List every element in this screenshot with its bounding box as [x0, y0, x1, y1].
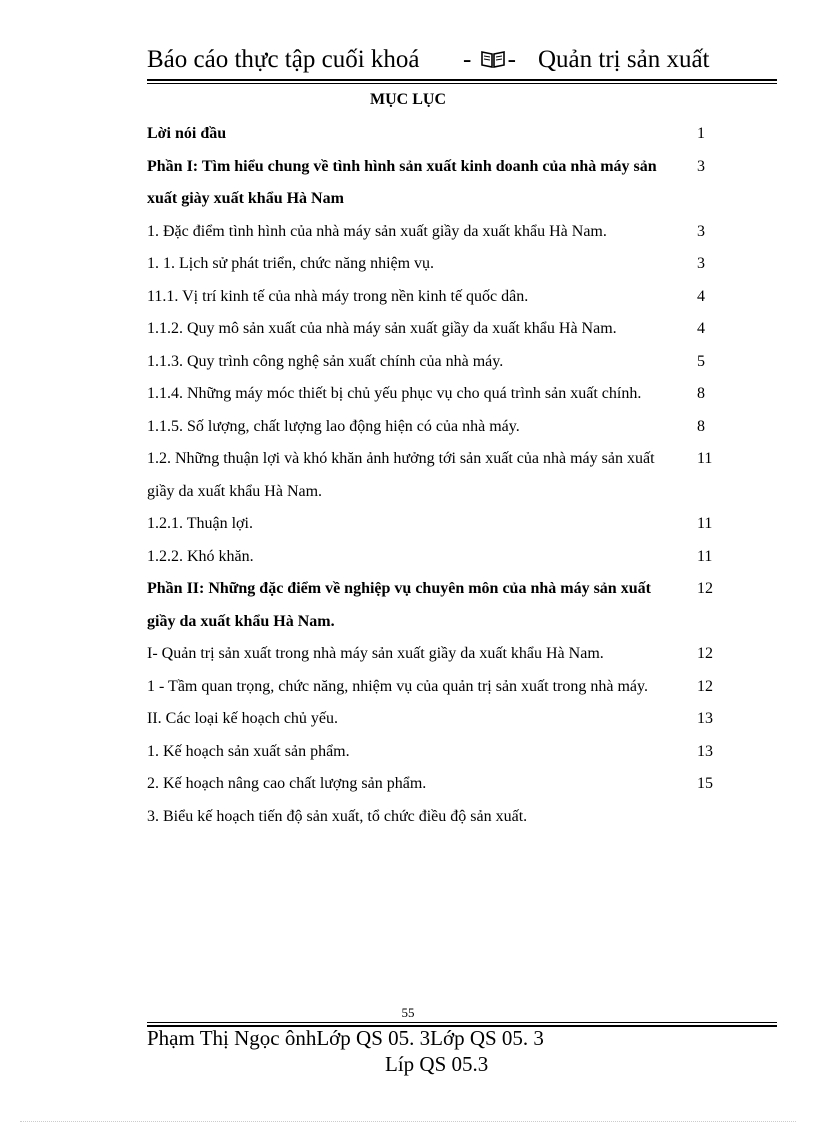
toc-entry-page: 13	[697, 710, 713, 727]
toc-entry-text: 1. Đặc điểm tình hình của nhà máy sản xuất giầy da xuất khẩu Hà Nam.	[147, 222, 607, 240]
toc-title: MỤC LỤC	[370, 91, 446, 108]
toc-entry	[147, 248, 727, 281]
toc-entry	[147, 281, 727, 314]
toc-entry-page: 12	[697, 580, 713, 597]
toc-entry-text: 3. Biểu kế hoạch tiến độ sản xuất, tổ chức điều độ sản xuất.	[147, 807, 528, 825]
toc-entry	[147, 703, 727, 736]
toc-entry-text: 11.1. Vị trí kinh tế của nhà máy trong nền kinh tế quốc dân.	[147, 287, 529, 305]
toc-entry-page: 13	[697, 742, 713, 760]
toc-entry-page: 3	[697, 157, 705, 175]
toc-entry	[147, 118, 727, 151]
toc-entry-text: 1.1.5. Số lượng, chất lượng lao động hiện có của nhà máy.	[147, 417, 520, 435]
header-report-title: Báo cáo thực tập cuối khoá	[147, 46, 420, 73]
header-dash-right: -	[507, 46, 516, 73]
toc-entry-text: 1. Kế hoạch sản xuất sản phẩm.	[147, 742, 350, 760]
toc-entry-text: 1.1.4. Những máy móc thiết bị chủ yếu phục vụ cho quá trình sản xuất chính.	[147, 385, 642, 402]
toc-entry-page: 8	[697, 417, 705, 435]
header-dash-left: -	[463, 46, 472, 73]
footer-author-class: Phạm Thị Ngọc ônhLớp QS 05. 3Lớp QS 05. 3	[147, 1026, 544, 1050]
toc-entry-page: 5	[697, 352, 705, 370]
table-of-contents	[147, 118, 727, 833]
toc-entry-text: 1.2.1. Thuận lợi.	[147, 515, 253, 532]
toc-entry-page: 3	[697, 255, 705, 272]
toc-entry	[147, 671, 727, 704]
toc-entry-text: 1. 1. Lịch sử phát triển, chức năng nhiệm vụ.	[147, 255, 435, 272]
header-separator	[463, 46, 516, 74]
toc-entry-page: 11	[697, 547, 713, 565]
toc-entry	[147, 638, 727, 671]
toc-entry-page: 3	[697, 222, 705, 240]
toc-entry-text: 2. Kế hoạch nâng cao chất lượng sản phẩm.	[147, 775, 427, 792]
toc-entry	[147, 151, 727, 216]
toc-entry	[147, 216, 727, 249]
page-number: 55	[401, 1005, 415, 1020]
toc-entry-page: 4	[697, 287, 705, 305]
toc-entry	[147, 313, 727, 346]
toc-entry	[147, 346, 727, 379]
toc-entry-page: 15	[697, 775, 713, 792]
toc-entry	[147, 573, 727, 638]
toc-entry-text: 1 - Tầm quan trọng, chức năng, nhiệm vụ của quản trị sản xuất trong nhà máy.	[147, 677, 648, 695]
book-icon	[480, 49, 506, 69]
toc-entry	[147, 508, 727, 541]
toc-entry	[147, 541, 727, 574]
toc-entry-page: 11	[697, 450, 713, 467]
toc-entry-page: 11	[697, 515, 713, 532]
toc-entry-page: 12	[697, 645, 713, 662]
footer-rule-thin	[147, 1022, 777, 1023]
toc-entry	[147, 801, 727, 834]
toc-entry	[147, 736, 727, 769]
toc-entry-text: II. Các loại kế hoạch chủ yếu.	[147, 710, 339, 727]
toc-entry-text: 1.2.2. Khó khăn.	[147, 547, 254, 565]
toc-entry-page: 1	[697, 125, 705, 142]
toc-entry-text: 1.1.2. Quy mô sản xuất của nhà máy sản xuất giầy da xuất khẩu Hà Nam.	[147, 320, 617, 337]
toc-entry-text: I- Quản trị sản xuất trong nhà máy sản xuất giầy da xuất khẩu Hà Nam.	[147, 645, 604, 662]
toc-entry-page: 4	[697, 320, 705, 337]
header-rule-thin	[147, 83, 777, 84]
header-rule-thick	[147, 79, 777, 81]
toc-entry	[147, 411, 727, 444]
toc-entry-text: Phần II: Những đặc điểm về nghiệp vụ chuyên môn của nhà máy sản xuất giầy da xuất khẩu Hà Nam.	[147, 580, 651, 630]
toc-entry-text: Phần I: Tìm hiểu chung về tình hình sản xuất kinh doanh của nhà máy sản xuất giày xuất khẩu Hà Nam	[147, 157, 657, 207]
toc-entry	[147, 768, 727, 801]
toc-entry-text: Lời nói đầu	[147, 125, 227, 142]
toc-entry-text: 1.2. Những thuận lợi và khó khăn ảnh hưởng tới sản xuất của nhà máy sản xuất giầy da xuất khẩu Hà Nam.	[147, 450, 655, 500]
toc-entry	[147, 443, 727, 508]
header-subject: Quản trị sản xuất	[538, 46, 710, 73]
toc-entry	[147, 378, 727, 411]
toc-entry-page: 8	[697, 385, 705, 402]
page-bottom-edge	[20, 1121, 796, 1122]
toc-entry-page: 12	[697, 677, 713, 695]
toc-entry-text: 1.1.3. Quy trình công nghệ sản xuất chính của nhà máy.	[147, 352, 504, 370]
footer-class: Líp QS 05.3	[385, 1052, 489, 1076]
